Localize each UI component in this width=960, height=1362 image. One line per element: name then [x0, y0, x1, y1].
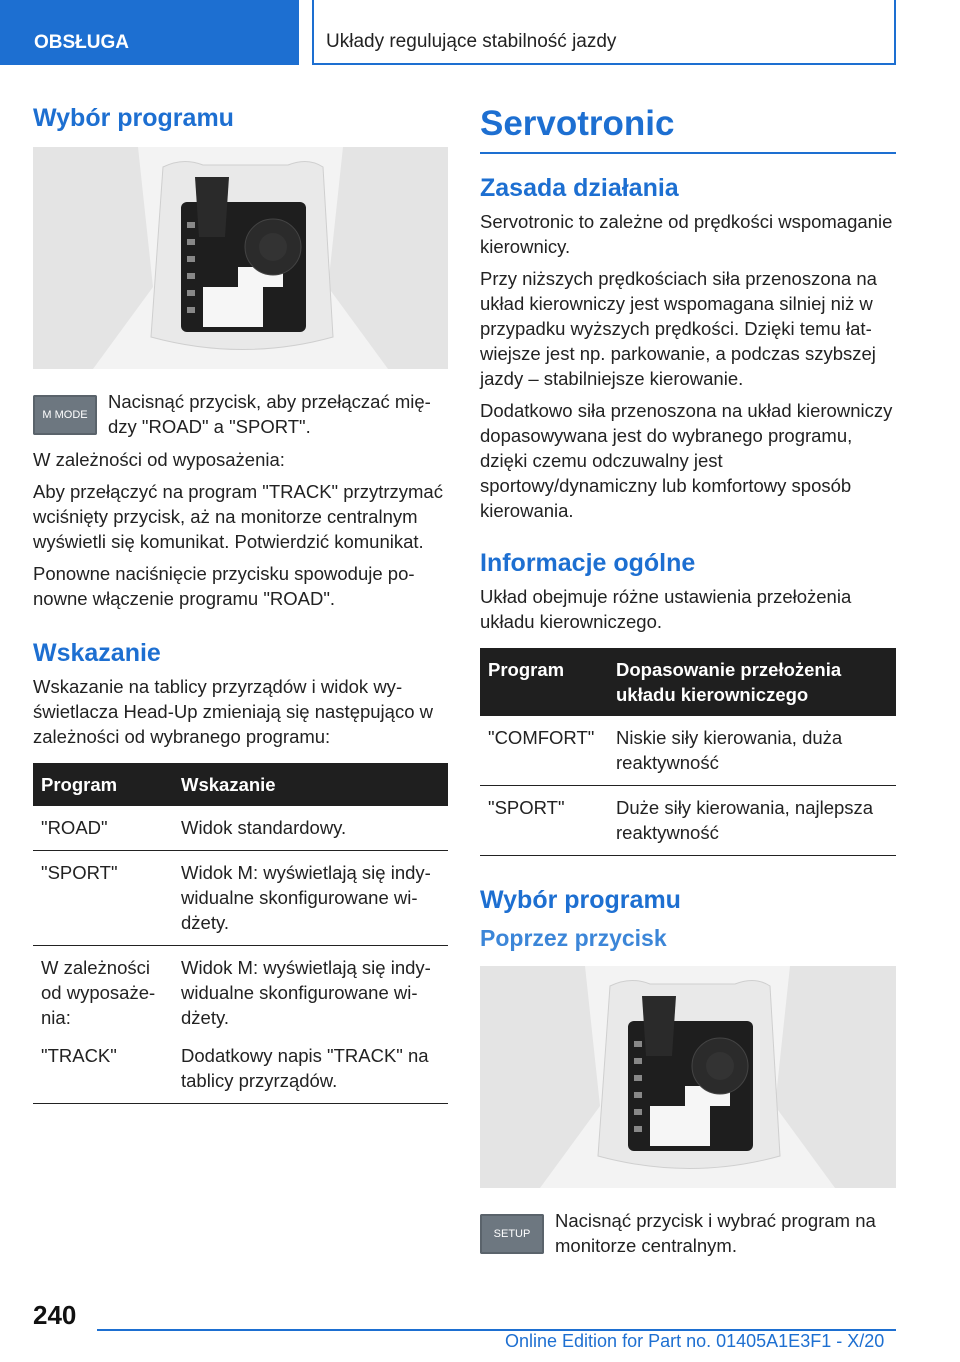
table-header: Wskazanie [173, 763, 448, 806]
table-header: Program [33, 763, 173, 806]
m-mode-button-icon: M MODE [33, 395, 97, 435]
table-cell: Widok standardowy. [173, 806, 448, 851]
table-row [480, 786, 896, 856]
table-cell: Widok M: wyświetlają się indywidualne skonfigurowane widżety. [173, 851, 448, 946]
setup-instruction-text: Nacisnąć przycisk i wybrać program na monitorze centralnym. [555, 1210, 876, 1256]
paragraph-equipment: W zależności od wyposażenia: [33, 449, 285, 470]
table-cell: Duże siły kierowania, najlepsza reaktywność [608, 786, 896, 856]
table-cell: "SPORT" [480, 786, 608, 856]
table-cell: "COMFORT" [480, 716, 608, 786]
paragraph-servotronic-2: Przy niższych prędkościach siła przenoszona na układ kierowniczy jest wspomagana silniej niż w przypadku wyższych prędkości. Dzięki temu łatwiejsze jest np. parkowanie, a podczas szybszej jazdy – stabilniejsze kierowanie. [480, 268, 877, 389]
heading-display: Wskazanie [33, 639, 161, 667]
table-cell: Niskie siły kierowania, duża reaktywność [608, 716, 896, 786]
left-column [33, 100, 448, 1104]
table-header-row [480, 648, 896, 716]
mmode-instruction [33, 389, 448, 439]
section-tab: OBSŁUGA [0, 0, 299, 65]
paragraph-road: Ponowne naciśnięcie przycisku spowoduje ponowne włączenie programu "ROAD". [33, 563, 415, 609]
mmode-instruction-text: Nacisnąć przycisk, aby przełączać między "ROAD" a "SPORT". [108, 391, 431, 437]
table-cell: "TRACK" [33, 1034, 173, 1104]
paragraph-general-info: Układ obejmuje różne ustawienia przełożenia układu kierowniczego. [480, 586, 852, 632]
table-cell: "SPORT" [33, 851, 173, 946]
table-cell: "ROAD" [33, 806, 173, 851]
table-row [33, 946, 448, 1035]
console-photo-2 [480, 966, 896, 1188]
table-cell: Dodatkowy napis "TRACK" na tablicy przyrządów. [173, 1034, 448, 1104]
heading-via-button: Poprzez przycisk [480, 925, 667, 951]
paragraph-track: Aby przełączyć na program "TRACK" przytrzymać wciśnięty przycisk, aż na monitorze centralnym wyświetli się komunikat. Potwierdzić komunikat. [33, 481, 443, 552]
table-row [33, 806, 448, 851]
steering-table [480, 648, 896, 856]
table-cell: Widok M: wyświetlają się indywidualne skonfigurowane widżety. [181, 957, 431, 1028]
table-header: Program [480, 648, 608, 716]
display-table [33, 763, 448, 1104]
heading-general-info: Informacje ogólne [480, 549, 696, 577]
paragraph-display: Wskazanie na tablicy przyrządów i widok wyświetlacza Head-Up zmieniają się następująco w zależności od wybranego programu: [33, 676, 433, 747]
table-row [480, 716, 896, 786]
chapter-title: Układy regulujące stabilność jazdy [312, 0, 896, 65]
paragraph-servotronic-1: Servotronic to zależne od prędkości wspomaganie kierownicy. [480, 211, 893, 257]
table-row [33, 851, 448, 946]
right-column [480, 100, 896, 1266]
page-number: 240 [33, 1300, 77, 1330]
footer-edition: Online Edition for Part no. 01405A1E3F1 - X/20 [505, 1331, 885, 1351]
heading-program-selection: Wybór programu [33, 104, 234, 132]
table-header-row [33, 763, 448, 806]
heading-principle: Zasada działania [480, 174, 679, 202]
table-header: Dopasowanie przełożenia układu kierowniczego [608, 648, 896, 716]
setup-instruction [480, 1208, 896, 1258]
table-cell: W zależności od wyposażenia: [41, 957, 156, 1028]
setup-button-icon: SETUP [480, 1214, 544, 1254]
table-row [33, 1034, 448, 1104]
heading-servotronic: Servotronic [480, 104, 896, 154]
paragraph-servotronic-3: Dodatkowo siła przenoszona na układ kierowniczy dopasowywana jest do wybranego programu, dzięki czemu odczuwalny jest sportowy/dynamiczny lub komfortowy sposób kierowania. [480, 400, 893, 521]
console-photo [33, 147, 448, 369]
heading-program-selection-2: Wybór programu [480, 886, 681, 914]
